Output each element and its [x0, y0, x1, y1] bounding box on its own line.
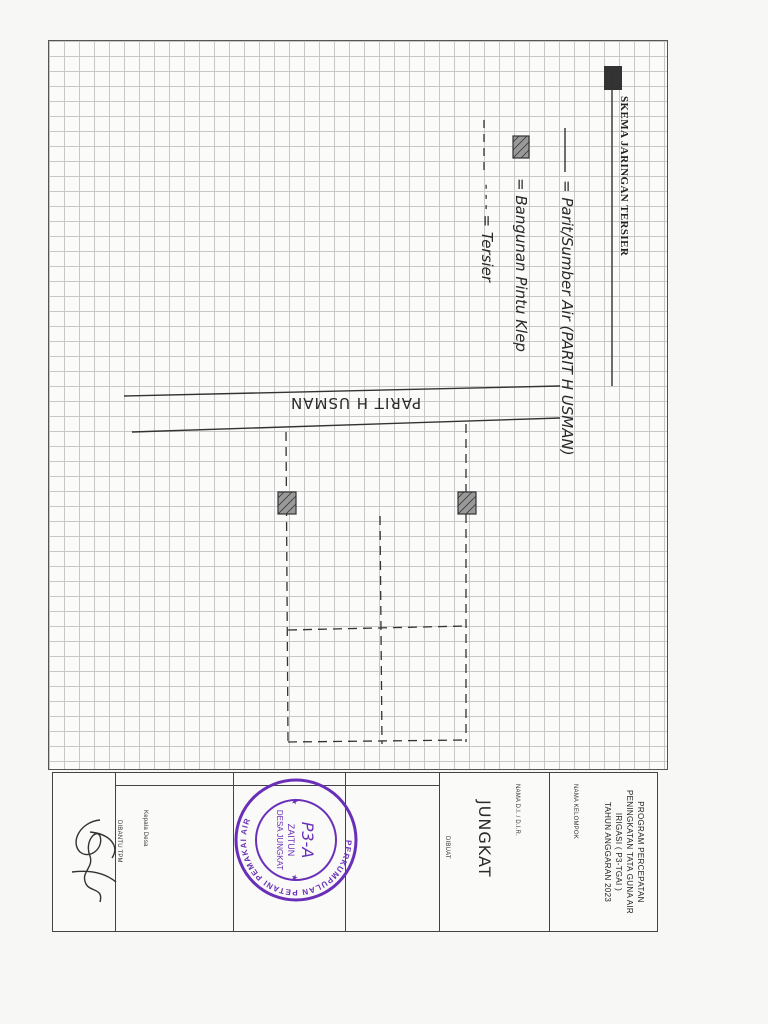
program-line-1: PROGRAM PERCEPATAN: [636, 801, 645, 903]
program-line-4: TAHUN ANGGARAN 2023: [603, 801, 612, 903]
program-line-2: PENINGKATAN TATA GUNA AIR: [625, 790, 634, 914]
gate-box-right: [458, 492, 476, 514]
stamp-line-2: ZAITUN: [286, 823, 296, 857]
title-marker: [604, 66, 622, 90]
gate-box-left: [278, 492, 296, 514]
drawing-title: SKEMA JARINGAN TERSIER: [618, 96, 630, 257]
location-label: NAMA D.I. / D.I.R.: [514, 784, 520, 836]
canal-line-bottom: [132, 418, 560, 432]
legend-text-canal: = Parit/Sumber Air (PARIT H USMAN): [558, 180, 576, 456]
stamp-line-1: P3-A: [298, 821, 317, 859]
legend-hatched-box: [513, 136, 529, 158]
program-line-3: IRIGASI ( P3-TGAI ): [614, 812, 623, 892]
stamp-star-right: ★: [290, 874, 299, 882]
legend-text-tertiary: - - - = Tersier: [478, 184, 496, 282]
organization-stamp: [232, 776, 360, 904]
program-text: [602, 790, 646, 914]
canal-label: PARIT H USMAN: [290, 394, 422, 412]
made-by-label: DIBUAT: [444, 836, 450, 859]
village-head-label: Kepala Desa: [142, 810, 148, 847]
stamp-star-left: ★: [290, 798, 299, 806]
stamp-ring-text: PERKUMPULAN PETANI PEMAKAI AIR: [238, 816, 354, 898]
stamp-line-3: DESA JUNGKAT: [275, 809, 284, 871]
group-name-label: NAMA KELOMPOK: [572, 784, 578, 839]
helped-by-label: DIBANTU TPM: [116, 820, 122, 863]
signature: [60, 812, 130, 912]
location-value: JUNGKAT: [475, 800, 494, 878]
legend-text-gate: = Bangunan Pintu Klep: [512, 178, 530, 352]
tertiary-network: [286, 424, 466, 744]
